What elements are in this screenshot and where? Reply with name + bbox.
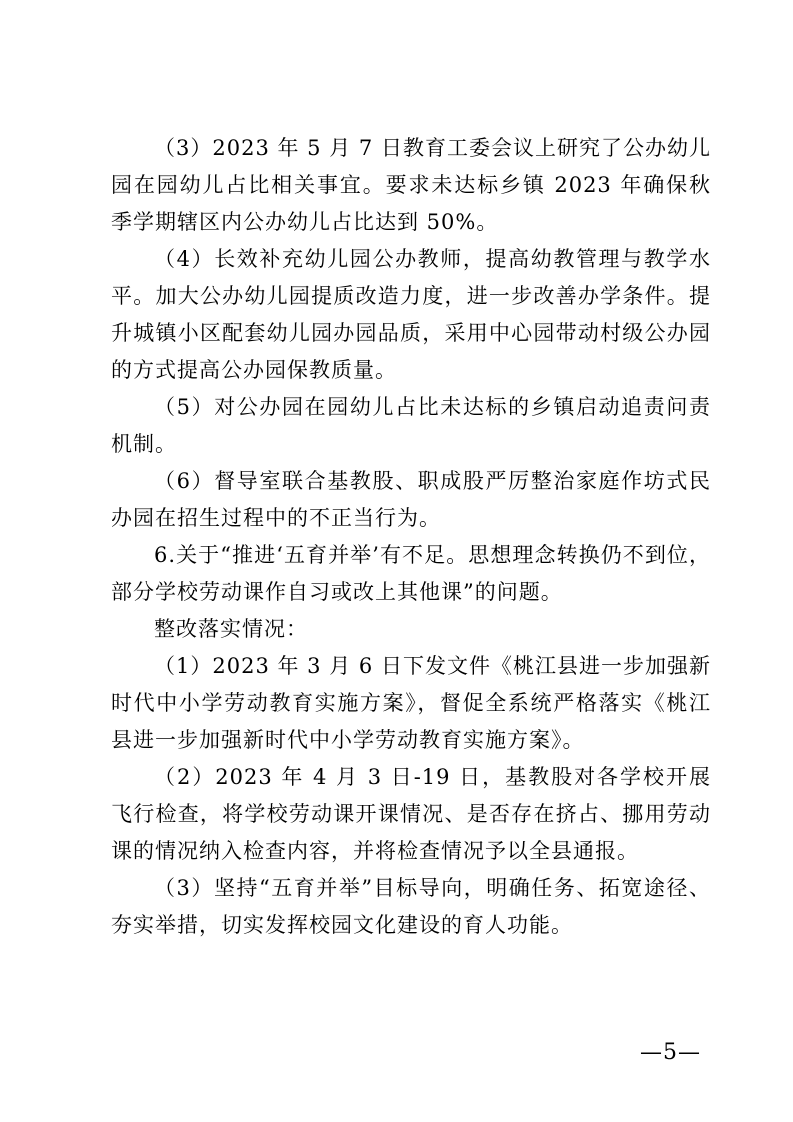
rectification-item-1: （1）2023 年 3 月 6 日下发文件《桃江县进一步加强新时代中小学劳动教育实施方案》，督促全系统严格落实《桃江县进一步加强新时代中小学劳动教育实施方案》。	[111, 654, 711, 752]
paragraph-3-kindergarten-meeting: （3）2023 年 5 月 7 日教育工委会议上研究了公办幼儿园在园幼儿占比相关事宜。要求未达标乡镇 2023 年确保秋季学期辖区内公办幼儿占比达到 50%。	[111, 136, 711, 234]
body-text	[111, 130, 711, 944]
issue-6-five-education: 6.关于“推进‘五育并举’有不足。思想理念转换仍不到位，部分学校劳动课作自习或改上其他课”的问题。	[111, 543, 711, 604]
paragraph-5-accountability: （5）对公办园在园幼儿占比未达标的乡镇启动追责问责机制。	[111, 395, 711, 456]
rectification-heading: 整改落实情况：	[154, 617, 308, 641]
page-number: —5—	[640, 1040, 701, 1065]
rectification-item-3: （3）坚持“五育并举”目标导向，明确任务、拓宽途径、夯实举措，切实发挥校园文化建设的育人功能。	[111, 876, 711, 937]
rectification-item-2: （2）2023 年 4 月 3 日-19 日，基教股对各学校开展飞行检查，将学校劳动课开课情况、是否存在挤占、挪用劳动课的情况纳入检查内容，并将检查情况予以全县通报。	[111, 765, 711, 863]
paragraph-4-kindergarten-teachers: （4）长效补充幼儿园公办教师，提高幼教管理与教学水平。加大公办幼儿园提质改造力度，进一步改善办学条件。提升城镇小区配套幼儿园办园品质，采用中心园带动村级公办园的方式提高公办园保教质量。	[111, 247, 711, 382]
paragraph-6-private-kindergartens: （6）督导室联合基教股、职成股严厉整治家庭作坊式民办园在招生过程中的不正当行为。	[111, 469, 711, 530]
